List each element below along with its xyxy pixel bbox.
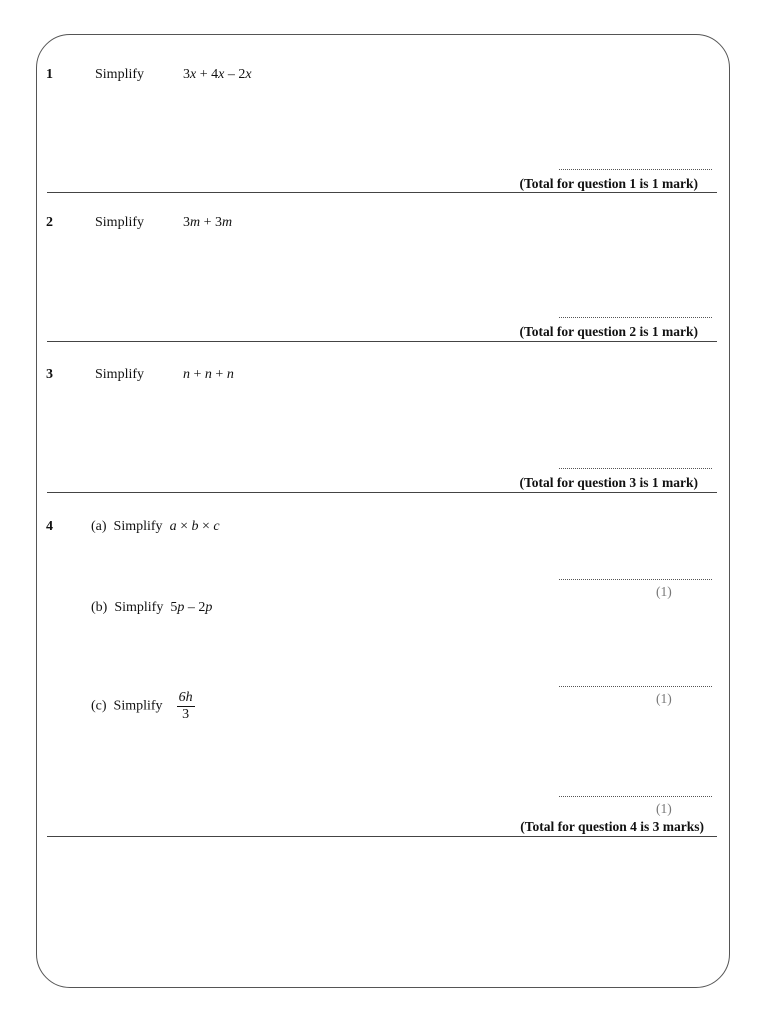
question-4b-answer-line[interactable] bbox=[559, 686, 712, 687]
question-3-total: (Total for question 3 is 1 mark) bbox=[519, 475, 698, 490]
question-4a-instruction bbox=[91, 519, 220, 535]
part-verb: Simplify bbox=[114, 600, 164, 615]
question-1-divider bbox=[47, 192, 717, 193]
question-1-total: (Total for question 1 is 1 mark) bbox=[519, 176, 698, 191]
question-4a-answer-line[interactable] bbox=[559, 579, 712, 580]
question-4c-answer-line[interactable] bbox=[559, 796, 712, 797]
question-3-divider bbox=[47, 492, 717, 493]
question-3-answer-line[interactable] bbox=[559, 468, 712, 469]
question-2-divider bbox=[47, 341, 717, 342]
part-verb: Simplify bbox=[113, 698, 163, 714]
question-4a-mark: (1) bbox=[656, 584, 672, 599]
part-label: (c) bbox=[91, 698, 107, 714]
question-4-total: (Total for question 4 is 3 marks) bbox=[520, 819, 704, 834]
question-1-instruction: Simplify bbox=[95, 67, 145, 82]
question-2-expression: 3m + 3m bbox=[183, 215, 233, 230]
question-2-number: 2 bbox=[46, 215, 53, 230]
question-1-expression: 3x + 4x – 2x bbox=[183, 67, 252, 82]
question-4a-expression: a × b × c bbox=[169, 519, 220, 534]
question-3-number: 3 bbox=[46, 367, 53, 382]
question-1-number: 1 bbox=[46, 67, 53, 82]
question-2-answer-line[interactable] bbox=[559, 317, 712, 318]
part-label: (b) bbox=[91, 600, 108, 615]
question-2-total: (Total for question 2 is 1 mark) bbox=[519, 324, 698, 339]
question-1-answer-line[interactable] bbox=[559, 169, 712, 170]
question-4c-instruction bbox=[91, 690, 195, 723]
fraction-numerator: 6h bbox=[178, 690, 193, 705]
part-verb: Simplify bbox=[113, 519, 163, 534]
part-label: (a) bbox=[91, 519, 107, 534]
question-4c-fraction bbox=[177, 690, 195, 723]
fraction-denominator: 3 bbox=[182, 707, 190, 722]
question-4b-mark: (1) bbox=[656, 691, 672, 706]
question-4b-expression: 5p – 2p bbox=[170, 600, 213, 615]
question-4b-instruction bbox=[91, 600, 212, 616]
question-4-number: 4 bbox=[46, 519, 53, 534]
question-4-divider bbox=[47, 836, 717, 837]
question-3-expression: n + n + n bbox=[183, 367, 234, 382]
question-3-instruction: Simplify bbox=[95, 367, 145, 382]
question-4c-mark: (1) bbox=[656, 801, 672, 816]
question-2-instruction: Simplify bbox=[95, 215, 145, 230]
